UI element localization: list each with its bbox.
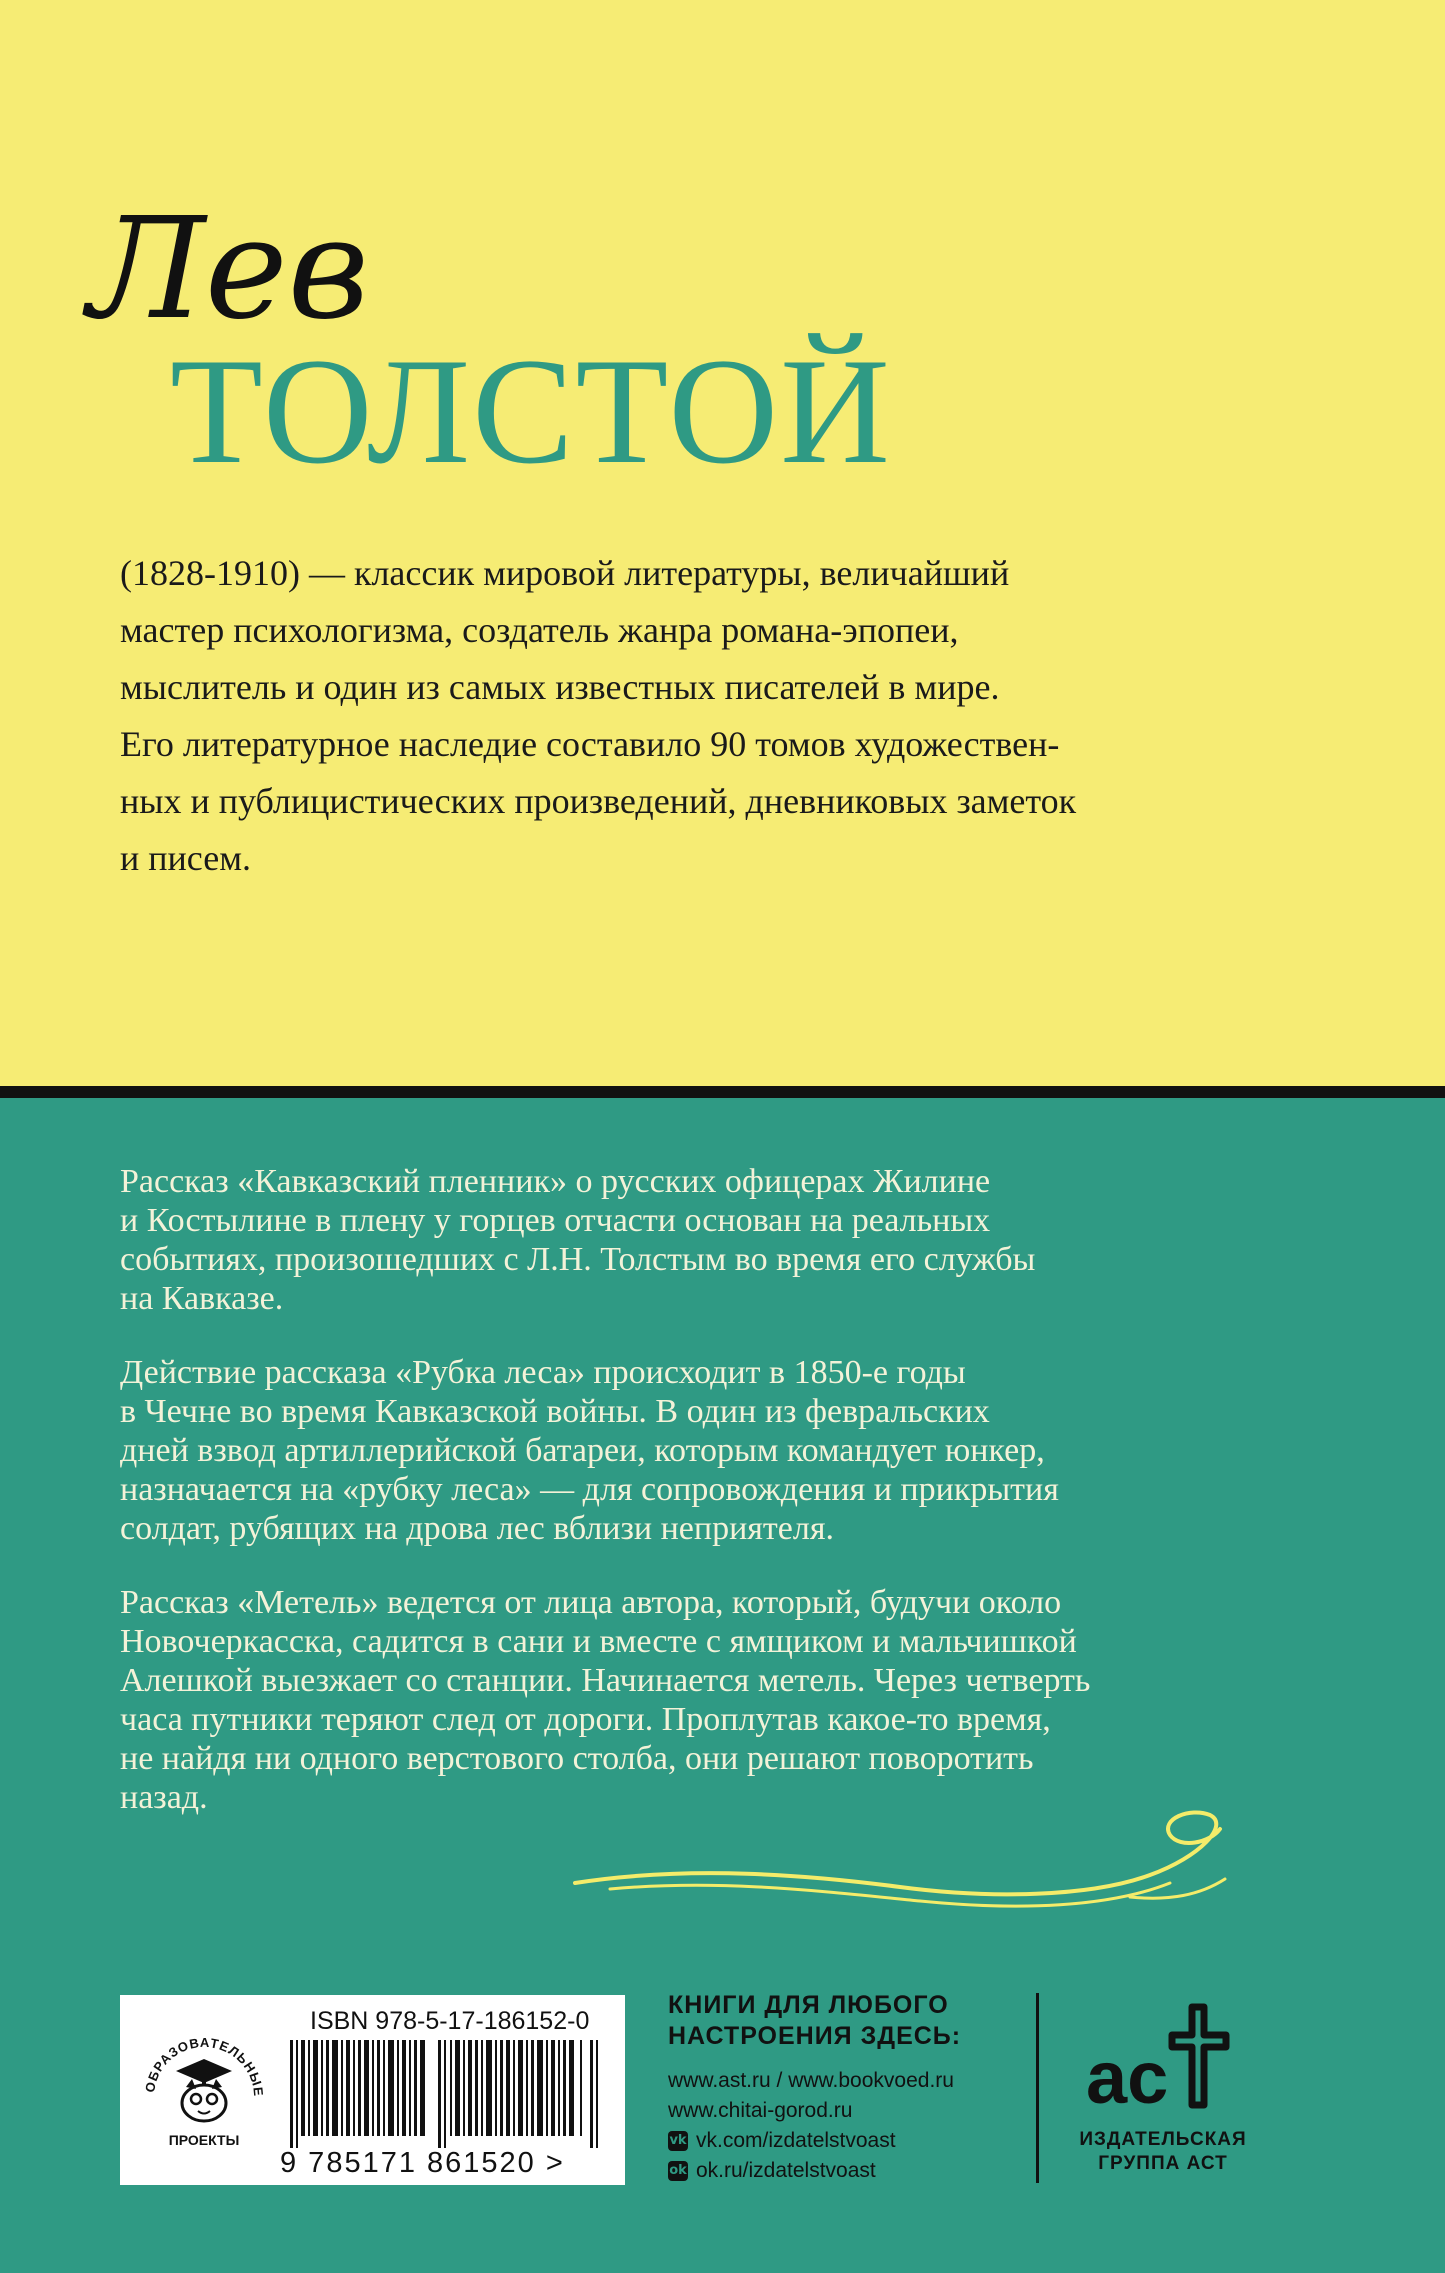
vk-link-text: vk.com/izdatelstvoast [696,2129,896,2152]
annotation-line: назначается на «рубку леса» — для сопровождения и прикрытия [120,1471,1059,1508]
panel-divider [0,1086,1445,1098]
annotation-line: на Кавказе. [120,1280,284,1317]
ok-link-text: ok.ru/izdatelstvoast [696,2159,876,2182]
vk-icon: vk [668,2131,688,2151]
annotation-line: назад. [120,1779,208,1816]
annotation-line: событиях, произошедших с Л.Н. Толстым во время его службы [120,1241,1036,1278]
series-logo-caption: ПРОЕКТЫ [168,2132,240,2148]
promo-heading: НАСТРОЕНИЯ ЗДЕСЬ: [668,2022,962,2050]
bio-line: (1828-1910) — классик мировой литературы, величайший [120,553,1010,593]
ast-logo-letters: ac [1086,2036,1169,2119]
author-first-name: Лев [88,188,370,351]
promo-site-link[interactable]: www.chitai-gorod.ru [668,2099,853,2122]
publisher-caption-line: ИЗДАТЕЛЬСКАЯ [1079,2129,1247,2150]
series-logo-text: ОБРАЗОВАТЕЛЬНЫЕ [142,2034,267,2098]
bio-line: Его литературное наследие составило 90 томов художествен- [120,724,1060,764]
promo-separator [1036,1993,1039,2183]
bio-line: ных и публицистических произведений, дневниковых заметок [120,781,1077,821]
educational-projects-logo-icon [132,2017,277,2162]
promo-ok-link[interactable] [668,2156,1028,2186]
flourish-ornament-icon [570,1805,1240,1915]
publisher-caption [1068,2128,1258,2176]
publisher-caption-line: ГРУППА АСТ [1098,2153,1228,2174]
annotation-line: в Чечне во время Кавказской войны. В один из февральских [120,1393,990,1430]
annotation-line: часа путники теряют след от дороги. Проплутав какое-то время, [120,1701,1051,1738]
bio-line: мастер психологизма, создатель жанра романа-эпопеи, [120,610,959,650]
annotation-line: не найдя ни одного верстового столба, они решают поворотить [120,1740,1034,1777]
annotation-line: солдат, рубящих на дрова лес вблизи неприятеля. [120,1510,834,1547]
annotation-line: и Костылине в плену у горцев отчасти основан на реальных [120,1202,991,1239]
bio-line: и писем. [120,838,251,878]
ast-publisher-logo-icon [1080,1995,1240,2125]
promo-heading: КНИГИ ДЛЯ ЛЮБОГО [668,1991,949,2019]
isbn-label: ISBN 978-5-17-186152-0 [310,2007,590,2035]
promo-block [668,1990,1028,2186]
annotation-line: Рассказ «Кавказский пленник» о русских офицерах Жилине [120,1163,991,1200]
barcode-panel [120,1995,625,2185]
annotation-line: Действие рассказа «Рубка леса» происходит в 1850-е годы [120,1354,966,1391]
odnoklassniki-icon: ok [668,2161,688,2181]
author-bio [120,545,1340,887]
barcode-digits: 9 785171 861520 > [280,2147,565,2179]
annotation-paragraph-caucasus-prisoner [120,1162,1360,1318]
annotation-paragraph-wood-felling [120,1353,1360,1548]
author-last-name: ТОЛСТОЙ [170,327,892,495]
annotation-line: дней взвод артиллерийской батареи, которым командует юнкер, [120,1432,1045,1469]
annotation-line: Рассказ «Метель» ведется от лица автора, который, будучи около [120,1584,1062,1621]
barcode-bars-icon [290,2040,605,2148]
annotation-line: Новочеркасска, садится в сани и вместе с ямщиком и мальчишкой [120,1623,1077,1660]
upper-panel [0,0,1445,1086]
promo-site-link[interactable]: www.ast.ru / www.bookvoed.ru [668,2069,954,2092]
bio-line: мыслитель и один из самых известных писателей в мире. [120,667,1000,707]
book-annotation [120,1162,1360,1852]
annotation-line: Алешкой выезжает со станции. Начинается метель. Через четверть [120,1662,1091,1699]
annotation-paragraph-snowstorm [120,1583,1360,1817]
promo-vk-link[interactable] [668,2126,1028,2156]
